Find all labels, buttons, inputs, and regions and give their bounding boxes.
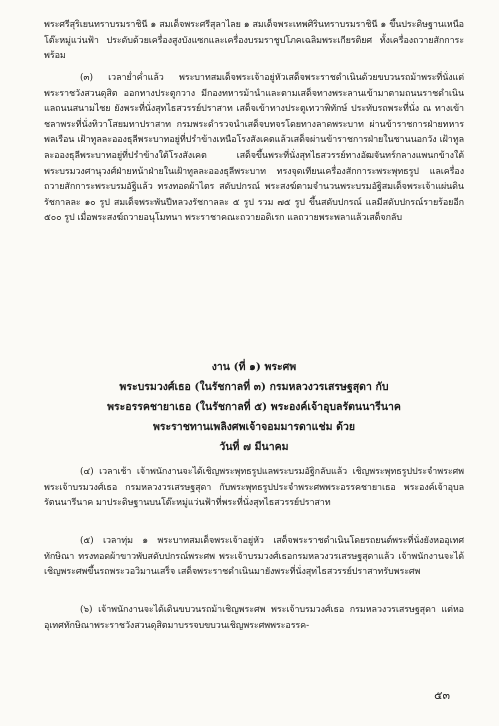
intro-section (44, 18, 464, 336)
heading-line-1: งาน (ที่ ๑) พระศพ (211, 361, 297, 373)
heading-line-3: พระอรรคชายาเธอ (ในรัชกาลที่ ๕) พระองค์เจ้าอุบลรัตนนารีนาค (107, 401, 401, 413)
heading-line-4: พระราชทานเพลิงศพเจ้าจอมมารดาแช่ม ด้วย (152, 421, 356, 433)
intro-paragraph-2: (๓) เวลาย่ำค่ำแล้ว พระบาทสมเด็จพระเจ้าอยู่หัวเสด็จพระราชดำเนินด้วยขบวนรถม้าพระที่นั่งแต่พระราชวังสวนดุสิต ออกทางประตูกวาง มีกองทหารม้านำและตามเสด็จทางพระลานเข้ามาตามถนนราชดำเนิน แลถนนสนามไชย ยังพระที่นั่งสุทไธสวรรย์ปราสาท เสด็จเข้าทางประตูเทวาพิทักษ์ ประทับรถพระที่นั่ง ณ ทางเข้าชลาพระที่นั่งทิวาโสยมทาปราสาท กรมพระดำรวจนำเสด็จบทจรโดยทางลาดพระบาท ผ่านข้าราชการฝ่ายทหารพลเรือน เฝ้าทูลละอองธุลีพระบาทอยู่ที่ปรำข้างเหนือโรงสังเคตแล้วเสด็จผ่านข้าราชการฝ่ายในชานนอกวัง เฝ้าทูลละอองธุลีพระบาทอยู่ที่ปรำข้างใต้โรงสังเคต เสด็จขึ้นพระที่นั่งสุทไธสวรรย์ทางอัฒจันทร์กลางแพนกข้างใต้ พระบรมวงศานุวงศ์ฝ่ายหน้าฝ่ายในเฝ้าทูลละอองธุลีพระบาท ทรงจุดเทียนเครื่องสักการะพระพุทธรูป แลเครื่องถวายสักการะพระบรมอัฐิแล้ว ทรงทอดผ้าไตร สดับปกรณ์ พระสงฆ์ตามจำนวนพระบรมอัฐิสมเด็จพระเจ้าแผ่นดินรัชกาลละ ๑๐ รูป สมเด็จพระพันปีหลวงรัชกาลละ ๕ รูป รวม ๗๕ รูป ขึ้นสดับปกรณ์ แลมีสดับปกรณ์รายร้อยอีก ๕๐๐ รูป เมื่อพระสงฆ์ถวายอนุโมทนา พระราชาคณะถวายอดิเรก แลถวายพระพลาแล้วเสด็จกลับ (44, 73, 464, 224)
heading-line-2: พระบรมวงศ์เธอ (ในรัชกาลที่ ๓) กรมหลวงวรเสรษฐสุดา กับ (119, 381, 389, 393)
heading-line-5: วันที่ ๗ มีนาคม (219, 441, 289, 453)
section-two (44, 465, 464, 635)
page-number: ๕๓ (434, 689, 450, 702)
section-two-paragraph-3: (๖) เจ้าพนักงานจะได้เดินขบวนรถม้าเชิญพระศพ พระเจ้าบรมวงศ์เธอ กรมหลวงวรเสรษฐสุดา แต่หออุเทศทักษิณาพระราชวังสวนดุสิตมาบรรจบขบวนเชิญพระศพพระอรรค- (44, 605, 464, 631)
section-two-paragraph-2: (๕) เวลาทุ่ม ๑ พระบาทสมเด็จพระเจ้าอยู่หัว เสด็จพระราชดำเนินโดยรถยนต์พระที่นั่งยังหออุเทศทักษิณา ทรงทอดผ้าขาวพับสดับปกรณ์พระศพ พระเจ้าบรมวงศ์เธอกรมหลวงวรเสรษฐสุดาแล้ว เจ้าพนักงานจะได้เชิญพระศพขึ้นรถพระวอวิมานเสร็จ เสด็จพระราชดำเนินมายังพระที่นั่งสุทไธสวรรย์ปราสาทรับพระศพ (44, 536, 464, 578)
section-two-paragraph-1: (๔) เวลาเช้า เจ้าพนักงานจะได้เชิญพระพุทธรูปแลพระบรมอัฐิกลับแล้ว เชิญพระพุทธรูปประจำพระศพ พระเจ้าบรมวงศ์เธอ กรมหลวงวรเสรษฐสุดา กับพระพุทธรูปประจำพระศพพระอรรคชายาเธอ พระองค์เจ้าอุบลรัตนนารีนาค มาประดิษฐานบนโต๊ะหมู่แว่นฟ้าที่พระที่นั่งสุทไธสวรรย์ปราสาท (44, 467, 464, 509)
intro-paragraph-1: พระศรีสุริเยนทราบรมราชินี ๑ สมเด็จพระศรีสุลาไลย ๑ สมเด็จพระเทพศิรินทราบรมราชินี ๑ ขึ้นประดิษฐานเหนือโต๊ะหมู่แว่นฟ้า ประดับด้วยเครื่องสูงบังแซกและเครื่องบรมราชูปโภคเฉลิมพระเกียรติยศ ทั้งเครื่องถวายสักการะพร้อม (44, 20, 464, 62)
section-heading (44, 357, 464, 457)
